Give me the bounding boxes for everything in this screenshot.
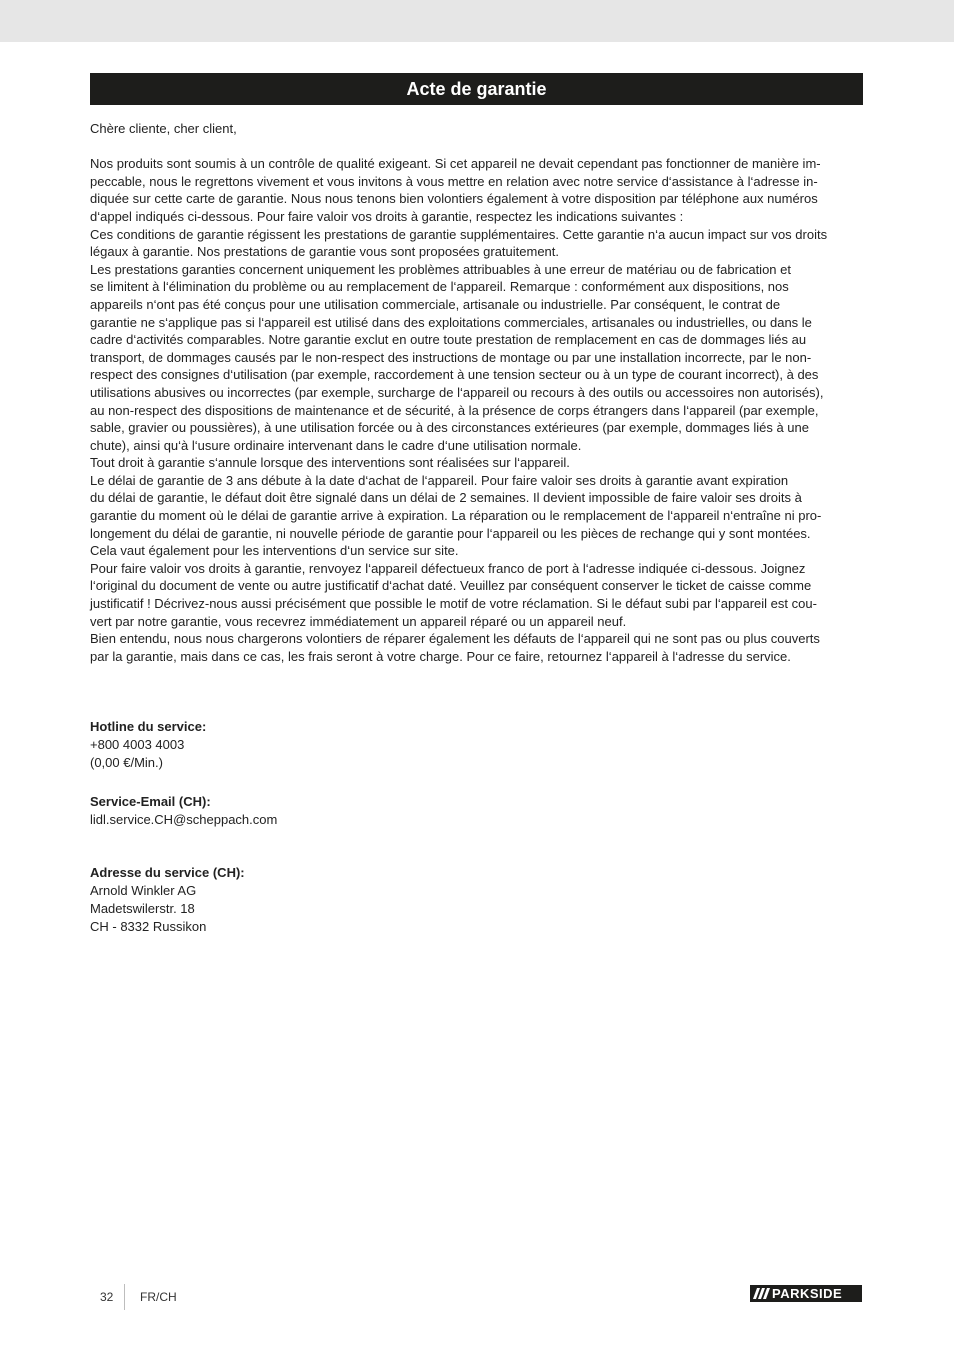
top-margin-band <box>0 0 954 42</box>
paragraph: Bien entendu, nous nous chargerons volontiers de réparer également les défauts de l‘appareil qui ne sont pas ou plus couverts par la garantie, mais dans ce cas, les frais seront à votre charge. Pour ce faire, retournez l‘appareil à l‘adresse du service. <box>90 631 820 664</box>
greeting: Chère cliente, cher client, <box>90 121 237 136</box>
paragraph: Nos produits sont soumis à un contrôle de qualité exigeant. Si cet appareil ne devait cependant pas fonctionner de manière im- peccable, nous le regrettons vivement et vous invitons à vous mettre en relation avec notre service d‘assistance à l‘adresse in- diquée sur cette carte de garantie. Nous nous tenons bien volontiers également à votre disposition par téléphone aux numéros d‘appel indiqués ci-dessous. Pour faire valoir vos droits à garantie, respectez les indications suivantes : <box>90 156 821 224</box>
address-block <box>90 864 245 936</box>
address-label: Adresse du service (CH): <box>90 865 245 880</box>
hotline-cost: (0,00 €/Min.) <box>90 755 163 770</box>
hotline-block <box>90 718 206 772</box>
warranty-text <box>90 120 865 665</box>
paragraph: Tout droit à garantie s‘annule lorsque des interventions sont réalisées sur l‘appareil. <box>90 455 570 471</box>
spacer <box>90 138 865 156</box>
paragraph: Pour faire valoir vos droits à garantie, renvoyez l‘appareil défectueux franco de port à l‘adresse indiquée ci-dessous. Joignez l‘original du document de vente ou autre justificatif d‘achat daté. Veuillez par conséquent conserver le ticket de caisse comme justificatif ! Décrivez-nous aussi précisément que possible le motif de votre réclamation. Si le défaut subi par l‘appareil est cou- vert par notre garantie, vous recevrez immédiatement un appareil réparé ou un appareil neuf. <box>90 560 817 629</box>
address-line: CH - 8332 Russikon <box>90 919 207 934</box>
paragraph: Le délai de garantie de 3 ans débute à la date d‘achat de l‘appareil. Pour faire valoir ses droits à garantie avant expiration du délai de garantie, le défaut doit être signalé dans un délai de 2 semaines. Il devient impossible de faire valoir ses droits à garantie du moment où le délai de garantie arrive à expiration. La réparation ou le remplacement de l‘appareil n‘entraîne ni pro- longement du délai de garantie, ni nouvelle période de garantie pour l‘appareil ou les pièces de rechange qui y sont montées. Cela vaut également pour les interventions d‘un service sur site. <box>90 472 822 559</box>
email-block <box>90 793 277 829</box>
paragraph: Ces conditions de garantie régissent les prestations de garantie supplémentaires. Cette garantie n‘a aucun impact sur vos droits légaux à garantie. Nos prestations de garantie vous sont proposées gratuitement. <box>90 226 828 260</box>
page-number: 32 <box>100 1290 114 1304</box>
footer-divider <box>124 1284 125 1310</box>
email-address[interactable]: lidl.service.CH@scheppach.com <box>90 812 278 827</box>
logo-stripes-icon <box>750 1285 770 1302</box>
language-code: FR/CH <box>140 1290 177 1304</box>
page-title: Acte de garantie <box>90 73 863 105</box>
address-line: Madetswilerstr. 18 <box>90 901 195 916</box>
hotline-number[interactable]: +800 4003 4003 <box>90 737 185 752</box>
hotline-label: Hotline du service: <box>90 719 207 734</box>
address-line: Arnold Winkler AG <box>90 883 197 898</box>
brand-name: PARKSIDE <box>772 1286 843 1301</box>
email-label: Service-Email (CH): <box>90 794 211 809</box>
paragraph: Les prestations garanties concernent uniquement les problèmes attribuables à une erreur de matériau ou de fabrication et se limitent à l‘élimination du problème ou au remplacement de l‘appareil. Remarque : conformément aux dispositions, nos appareils n‘ont pas été conçus pour une utilisation commerciale, artisanale ou industrielle. Par conséquent, le contrat de garantie ne s‘applique pas si l‘appareil est utilisé dans des exploitations commerciales, artisanales ou industrielles, ou dans le cadre d‘activités comparables. Notre garantie exclut en outre toute prestation de remplacement en cas de dommages liés au transport, de dommages causés par le non-respect des instructions de montage ou par une installation incorrecte, par le non- respect des consignes d‘utilisation (par exemple, raccordement à une tension secteur ou à un type de courant incorrect), à des utilisations abusives ou incorrectes (par exemple, surcharge de l‘appareil ou recours à des outils ou accessoires non autorisés), au non-respect des dispositions de maintenance et de sécurité, à la présence de corps étrangers dans l‘appareil (par exemple, sable, gravier ou poussières), à une utilisation forcée ou à des circonstances extérieures (par exemple, dommages liés à une chute), ainsi qu‘à l‘usure ordinaire intervenant dans le cadre d‘une utilisation normale. <box>90 261 824 453</box>
parkside-logo <box>750 1285 862 1302</box>
